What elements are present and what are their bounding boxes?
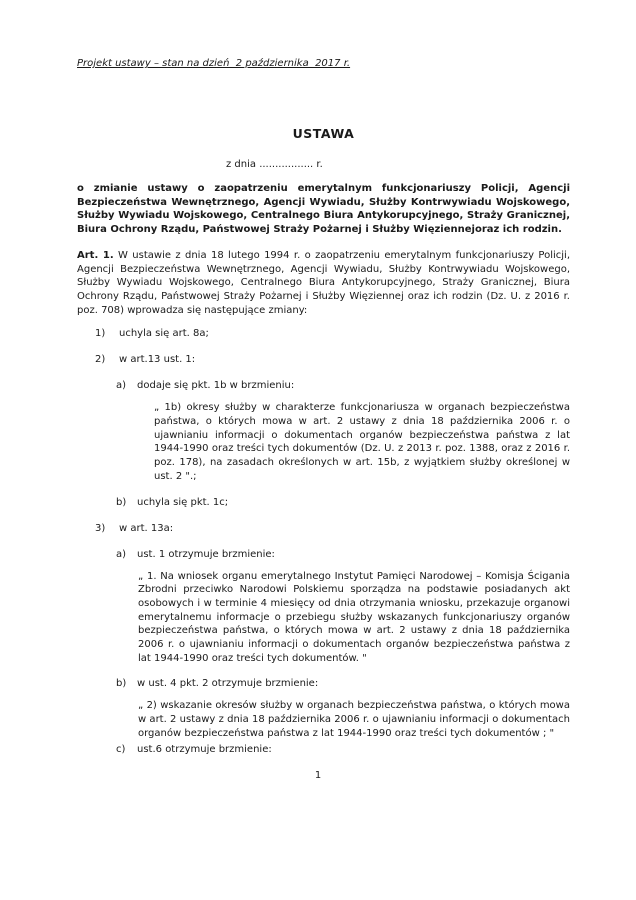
list-marker: 2) [95,354,106,366]
list-item [77,743,570,769]
list-marker: a) [116,548,127,560]
list-item-text: w art. 13a: [119,522,174,534]
amendment-list [77,327,570,768]
quoted-provision: „ 1. Na wniosek organu emerytalnego Instytut Pamięci Narodowej – Komisja Ścigania Zbrodni przeciwko Narodowi Polskiemu sporządza na podstawie posiadanych akt osobowych i w terminie 4 miesięcy od dnia otrzymania wniosku, przekazuje organowi emerytalnemu informacje o przebiegu służby wskazanych funkcjonariuszy organów bezpieczeństwa państwa, o których mowa w art. 2 ustawy z dnia 18 października 2006 r. o ujawnianiu informacji o dokumentach organów bezpieczeństwa państwa z lat 1944-1990 oraz treści tych dokumentów. " [138,570,570,664]
list-item-text: uchyla się pkt. 1c; [137,496,229,508]
list-item-text: uchyla się art. 8a; [119,328,209,340]
page-number: 1 [314,769,322,781]
list-marker: b) [116,678,127,690]
list-item [77,496,570,522]
list-item-text: w art.13 ust. 1: [119,354,196,366]
article-text: W ustawie z dnia 18 lutego 1994 r. o zaopatrzeniu emerytalnym funkcjonariuszy Policji, Agencji Bezpieczeństwa Wewnętrznego, Agencji Wywiadu, Służby Kontrwywiadu Wojskowego, Służby Wywiadu Wojskowego, Centralnego Biura Antykorupcyjnego, Straży Granicznej, Biura Ochrony Rządu, Państwowej Straży Pożarnej i Służby Więziennej oraz ich rodzin (Dz. U. z 2016 r. poz. 708) wprowadza się następujące zmiany: [77,249,570,316]
page-footer [0,769,636,783]
list-item [77,522,570,548]
list-item [77,327,570,353]
list-item-text: ust. 1 otrzymuje brzmienie: [137,548,275,560]
law-subject: o zmianie ustawy o zaopatrzeniu emerytalnym funkcjonariuszy Policji, Agencji Bezpieczeństwa Wewnętrznego, Agencji Wywiadu, Służby Kontrwywiadu Wojskowego, Służby Wywiadu Wojskowego, Centralnego Biura Antykorupcyjnego, Straży Granicznej, Biura Ochrony Rządu, Państwowej Straży Pożarnej i Służby Więziennejoraz ich rodzin. [77,183,570,236]
article-label: Art. 1. [77,249,114,261]
date-line: z dnia ................. r. [226,159,323,170]
list-item-text: ust.6 otrzymuje brzmienie: [137,743,272,755]
quoted-provision: „ 2) wskazanie okresów służby w organach bezpieczeństwa państwa, o których mowa w art. 2 ustawy z dnia 18 października 2006 r. o ujawnianiu informacji o dokumentach organów bezpieczeństwa państwa z lat 1944-1990 oraz treści tych dokumentów ; " [138,700,570,739]
list-item-text: dodaje się pkt. 1b w brzmieniu: [137,380,295,392]
list-marker: a) [116,380,127,392]
list-item-text: w ust. 4 pkt. 2 otrzymuje brzmienie: [137,678,319,690]
quoted-provision: „ 1b) okresy służby w charakterze funkcjonariusza w organach bezpieczeństwa państwa, o których mowa w art. 2 ustawy z dnia 18 października 2006 r. o ujawnianiu informacji o dokumentach organów bezpieczeństwa państwa z lat 1944-1990 oraz treści tych dokumentów (Dz. U. z 2013 r. poz. 1388, oraz z 2016 r. poz. 178), na zasadach określonych w art. 15b, z wyjątkiem służby określonej w ust. 2 ".; [154,402,570,482]
law-title: USTAWA [292,126,355,141]
draft-status-note: Projekt ustawy – stan na dzień 2 października 2017 r. [77,58,351,69]
list-marker: 3) [95,522,106,534]
list-marker: c) [116,743,126,755]
list-marker: 1) [95,328,106,340]
article-paragraph [77,249,570,318]
list-marker: b) [116,496,127,508]
list-item [77,353,570,379]
